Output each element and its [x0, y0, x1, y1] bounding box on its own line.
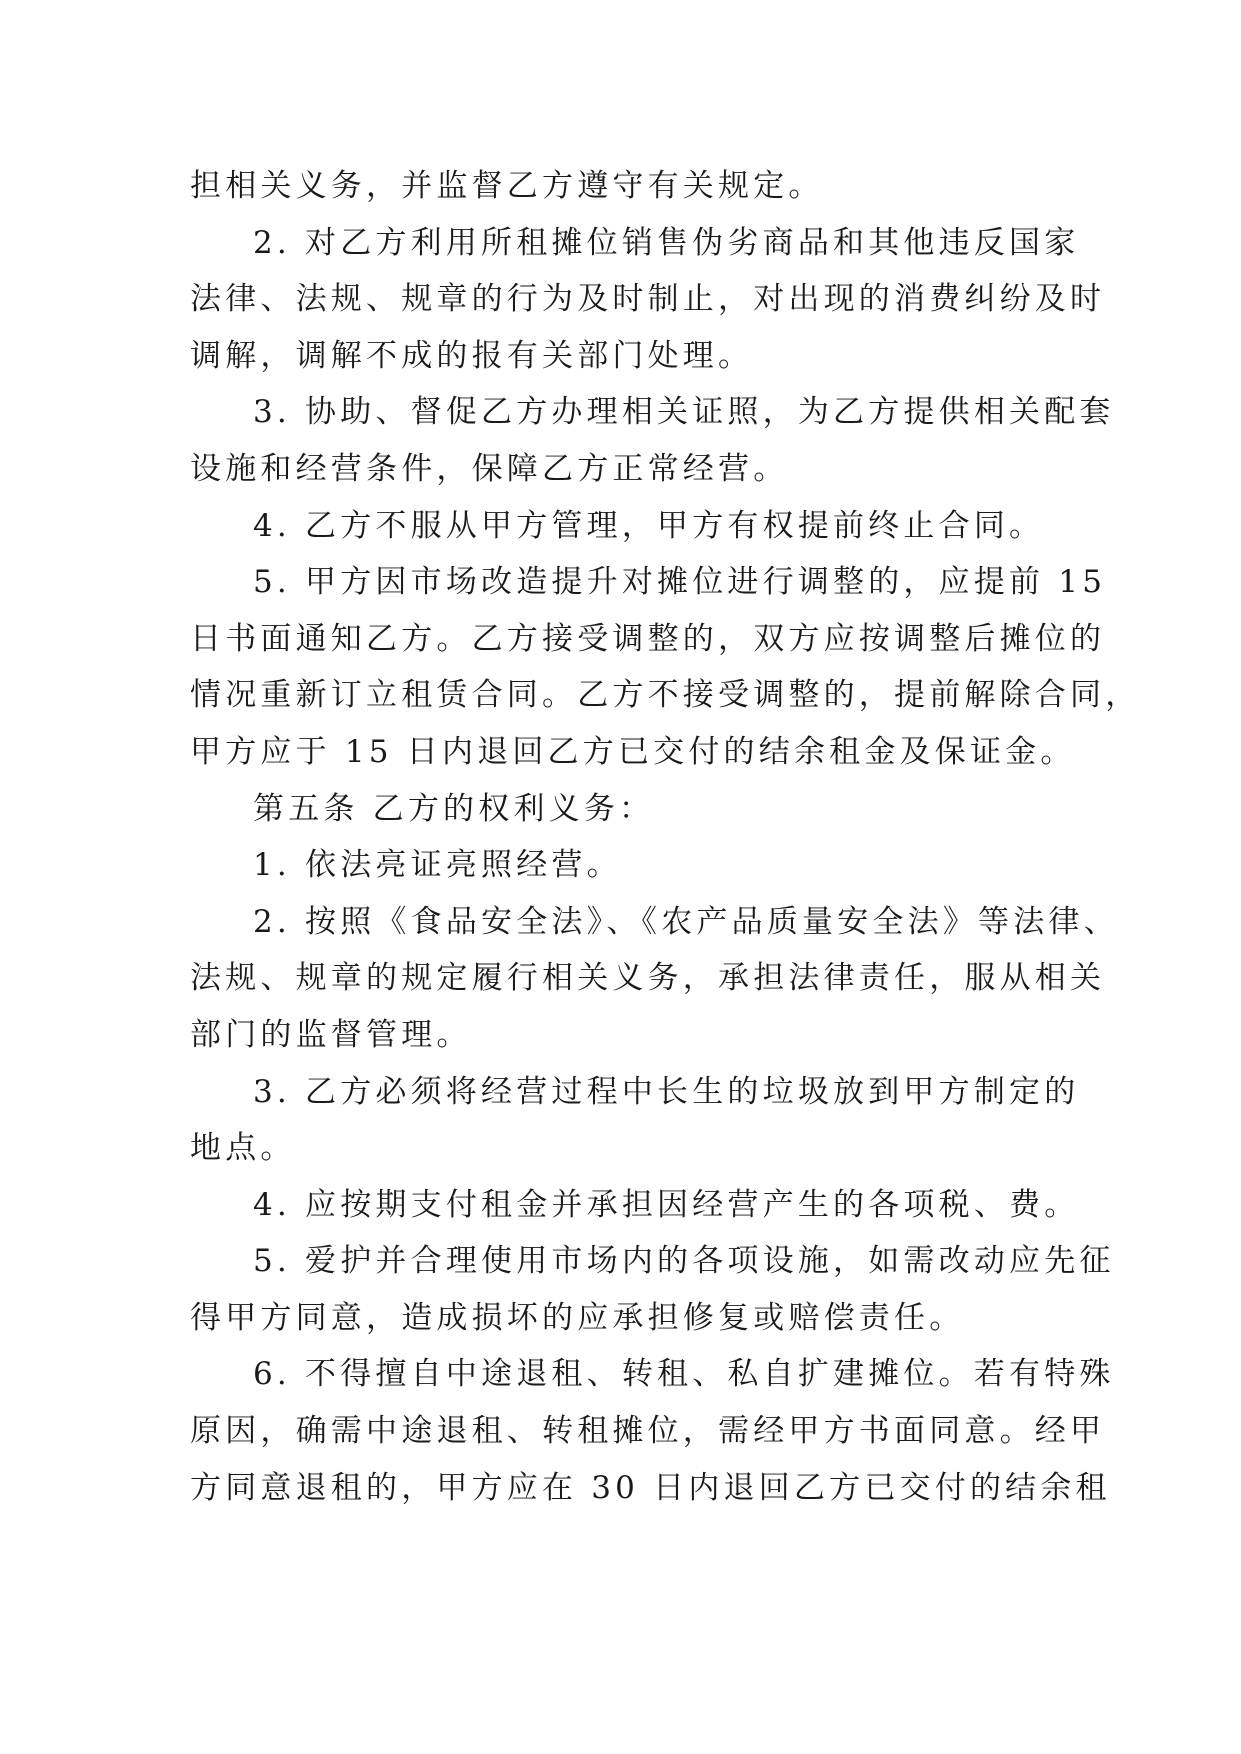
text-line: 5. 爱护并合理使用市场内的各项设施，如需改动应先征	[253, 1243, 1115, 1280]
text-line: 担相关义务，并监督乙方遵守有关规定。	[190, 168, 824, 204]
text-line: 6. 不得擅自中途退租、转租、私自扩建摊位。若有特殊	[253, 1356, 1115, 1393]
text-line: 得甲方同意，造成损坏的应承担修复或赔偿责任。	[190, 1299, 965, 1336]
text-line: 日书面通知乙方。乙方接受调整的，双方应按调整后摊位的	[190, 620, 1106, 657]
text-line: 1. 依法亮证亮照经营。	[253, 847, 622, 884]
text-line: 法律、法规、规章的行为及时制止，对出现的消费纠纷及时	[190, 281, 1106, 318]
text-line: 原因，确需中途退租、转租摊位，需经甲方书面同意。经甲	[190, 1413, 1106, 1450]
text-line: 调解，调解不成的报有关部门处理。	[190, 337, 754, 374]
text-line: 3. 乙方必须将经营过程中长生的垃圾放到甲方制定的	[253, 1073, 1080, 1110]
text-line: 地点。	[190, 1130, 296, 1167]
text-line: 4. 乙方不服从甲方管理，甲方有权提前终止合同。	[253, 507, 1045, 544]
text-line: 设施和经营条件，保障乙方正常经营。	[190, 450, 789, 487]
text-line: 部门的监督管理。	[190, 1016, 472, 1053]
text-line: 法规、规章的规定履行相关义务，承担法律责任，服从相关	[190, 960, 1106, 997]
text-line: 甲方应于 15 日内退回乙方已交付的结余租金及保证金。	[190, 733, 1076, 770]
text-line: 3. 协助、督促乙方办理相关证照，为乙方提供相关配套	[253, 394, 1115, 431]
text-line: 2. 对乙方利用所租摊位销售伪劣商品和其他违反国家	[253, 224, 1080, 261]
contract-body-text	[190, 158, 1141, 1516]
section-heading: 第五条 乙方的权利义务：	[253, 790, 655, 827]
text-line: 5. 甲方因市场改造提升对摊位进行调整的，应提前 15	[253, 564, 1107, 601]
text-line: 方同意退租的，甲方应在 30 日内退回乙方已交付的结余租	[190, 1469, 1111, 1506]
text-line: 4. 应按期支付租金并承担因经营产生的各项税、费。	[253, 1186, 1080, 1223]
text-line: 情况重新订立租赁合同。乙方不接受调整的，提前解除合同，	[190, 677, 1141, 714]
text-line: 2. 按照《食品安全法》、《农产品质量安全法》等法律、	[253, 903, 1119, 940]
